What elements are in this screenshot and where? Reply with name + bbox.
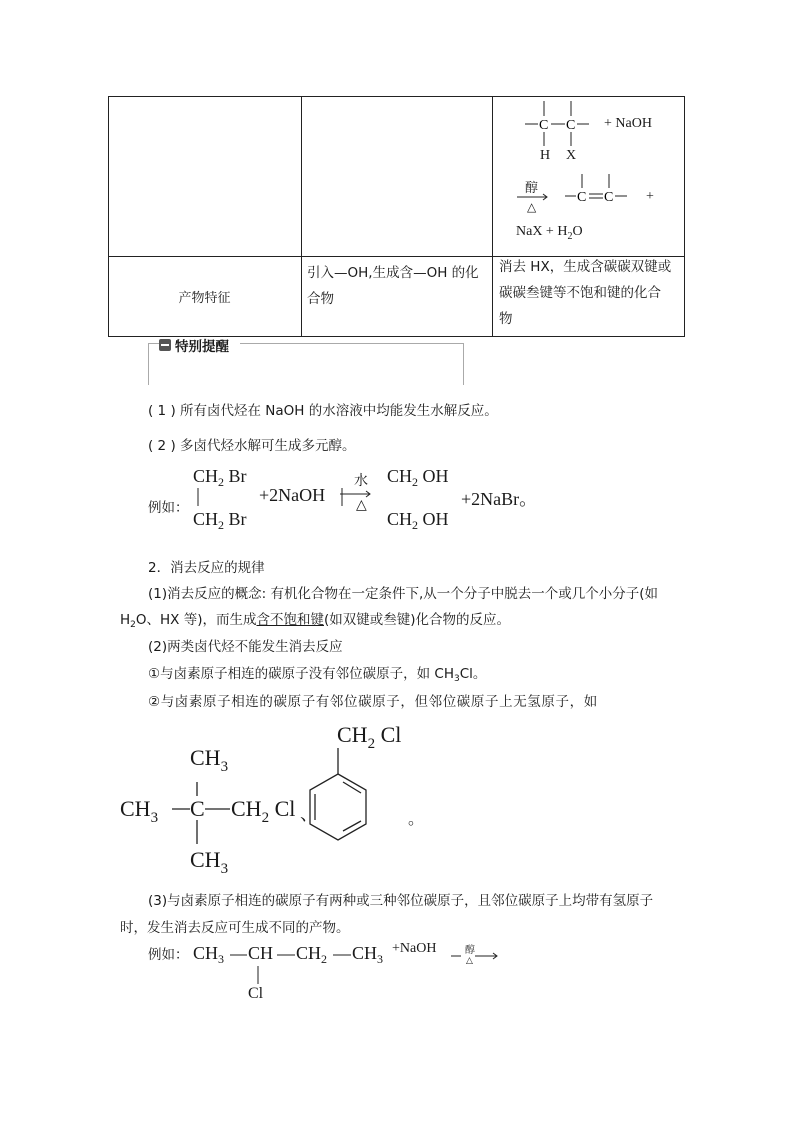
alkene-carbon-1: C [577,190,587,205]
chain-ch3-1: $CH_3$ [193,943,225,966]
condition-heat-3: △ [466,956,473,966]
plus-sign: + [646,189,654,204]
condition-water: 水 [354,473,368,489]
section-heading: 2．消去反应的规律 [148,560,265,576]
halogen-atom: X [566,148,577,163]
chain-ch: CH [248,943,274,963]
table-col-divider-2 [492,96,493,337]
paragraph-3: ①与卤素原子相连的碳原子没有邻位碳原子，如 $CH_3Cl$。 [148,666,487,684]
comparison-table [108,96,685,337]
chain-chlorine: Cl [248,985,264,1002]
tip-item-2: ( 2 ) 多卤代烃水解可生成多元醇。 [148,438,356,454]
condition-heat-2: △ [356,497,367,513]
paragraph-1b: $H_2O$、HX 等)，而生成含不饱和键(如双键或叁键)化合物的反应。 [120,612,511,630]
row-label-product-feature: 产物特征 [178,291,231,306]
condition-alcohol-2: 醇 [465,945,475,956]
methyl-left: $CH_3$ [120,796,159,826]
chain-ch2: $CH_2$ [296,943,328,966]
reactant-row-2: $CH_2$ Br [193,509,247,532]
paragraph-4: ②与卤素原子相连的碳原子有邻位碳原子，但邻位碳原子上无氢原子，如 [148,694,598,710]
quaternary-carbon: C [190,796,205,821]
hydrolysis-product-feature: 引入—OH,生成含—OH 的化 合物 [307,265,479,307]
naoh-reagent-2: +NaOH [392,941,437,956]
reactant-row-1: $CH_2$ Br [193,466,247,489]
example-label-2: 例如： [148,947,189,963]
paragraph-5b: 时，发生消去反应可生成不同的产物。 [120,920,350,936]
naoh-reagent: + NaOH [604,116,652,131]
alkene-carbon-2: C [604,190,614,205]
table-border-right [684,96,685,337]
nabr-product: +2NaBr。 [461,489,538,509]
side-products: NaX + $H_2O$ [516,224,583,242]
chain-ch3-2: $CH_3$ [352,943,384,966]
separator: 、 [300,804,318,825]
example-label-1: 例如： [148,500,189,516]
chloromethyl: $CH_2$ Cl [231,796,296,826]
table-col-divider-1 [301,96,302,337]
carbon-2: C [566,118,576,133]
condition-alcohol: 醇 [525,181,539,196]
naoh-coefficient: +2NaOH [259,485,326,505]
paragraph-5a: (3)与卤素原子相连的碳原子有两种或三种邻位碳原子，且邻位碳原子上均带有氢原子 [148,893,654,909]
structure-bonds [110,740,390,880]
methyl-top: $CH_3$ [190,745,229,775]
elimination-product-feature: 消去 HX，生成含碳碳双键或 碳碳叁键等不饱和键的化合 物 [499,259,672,327]
structure-end-mark: 。 [408,809,425,828]
benzyl-chloride-label: $CH_2$ Cl [337,722,402,752]
methyl-bottom: $CH_3$ [190,847,229,877]
hydrogen-atom: H [540,148,551,163]
carbon-1: C [539,118,549,133]
chain-bonds [225,945,515,995]
condition-heat: △ [527,200,537,214]
note-icon [159,339,171,351]
product-row-2: $CH_2$ OH [387,509,449,532]
tip-title: 特别提醒 [159,335,229,355]
paragraph-1a: (1)消去反应的概念: 有机化合物在一定条件下,从一个分子中脱去一个或几个小分子(如 [148,586,659,602]
product-row-1: $CH_2$ OH [387,466,449,489]
tip-item-1: ( 1 ) 所有卤代烃在 NaOH 的水溶液中均能发生水解反应。 [148,403,498,419]
paragraph-2: (2)两类卤代烃不能发生消去反应 [148,639,343,655]
